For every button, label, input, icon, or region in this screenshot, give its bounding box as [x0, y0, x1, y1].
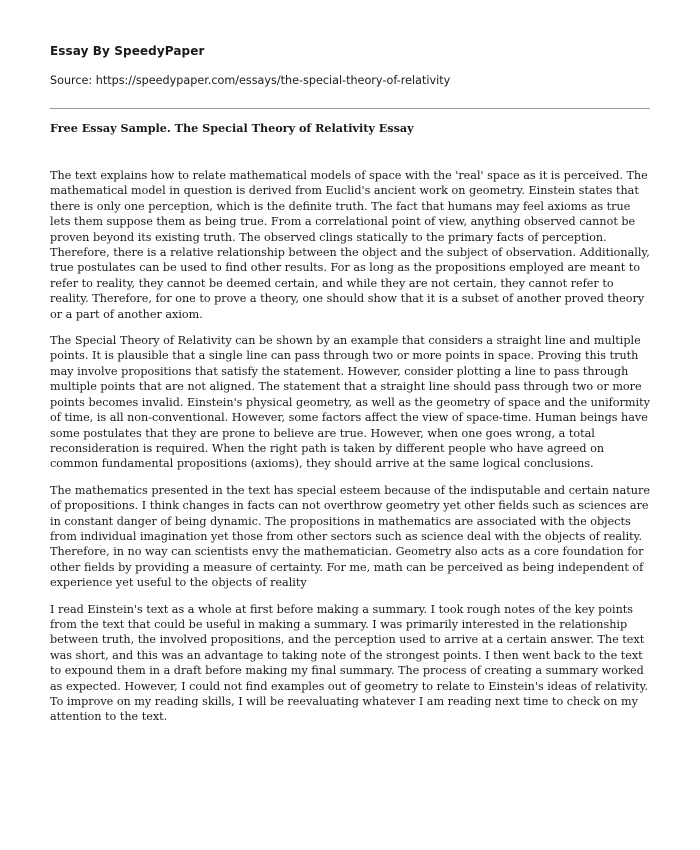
- paragraph-3: The mathematics presented in the text has special esteem because of the indisputable and certain nature of propositions. I think changes in facts can not overthrow geometry yet other fields such as sciences are in constant danger of being dynamic. The propositions in mathematics are associated with the objects from individual imagination yet those from other sectors such as science deal with the objects of reality. Therefore, in no way can scientists envy the mathematician. Geometry also acts as a core foundation for other fields by providing a measure of certainty. For me, math can be perceived as being independent of experience yet useful to the objects of reality: [50, 483, 650, 590]
- source-line: Source: https://speedypaper.com/essays/the-special-theory-of-relativity: [50, 74, 451, 87]
- essay-body: [50, 168, 653, 736]
- paragraph-2: The Special Theory of Relativity can be shown by an example that considers a straight line and multiple points. It is plausible that a single line can pass through two or more points in space. Proving this truth may involve propositions that satisfy the statement. However, consider plotting a line to pass through multiple points that are not aligned. The statement that a straight line should pass through two or more points becomes invalid. Einstein's physical geometry, as well as the geometry of space and the uniformity of time, is all non-conventional. However, some factors affect the view of space-time. Human beings have some postulates that they are prone to believe are true. However, when one goes wrong, a total reconsideration is required. When the right path is taken by different people who have agreed on common fundamental propositions (axioms), they should arrive at the same logical conclusions.: [50, 334, 650, 471]
- paragraph-1: The text explains how to relate mathematical models of space with the 'real' space as it is perceived. The mathematical model in question is derived from Euclid's ancient work on geometry. Einstein states that there is only one perception, which is the definite truth. The fact that humans may feel axioms as true lets them suppose them as being true. From a correlational point of view, anything observed cannot be proven beyond its existing truth. The observed clings statically to the primary facts of perception. Therefore, there is a relative relationship between the object and the subject of observation. Additionally, true postulates can be used to find other results. For as long as the propositions employed are meant to refer to reality, they cannot be deemed certain, and while they are not certain, they cannot refer to reality. Therefore, for one to prove a theory, one should show that it is a subset of another proved theory or a part of another axiom.: [50, 169, 650, 321]
- paragraph-4: I read Einstein's text as a whole at first before making a summary. I took rough notes of the key points from the text that could be useful in making a summary. I was primarily interested in the relationship between truth, the involved propositions, and the perception used to arrive at a certain answer. The text was short, and this was an advantage to taking note of the strongest points. I then went back to the text to expound them in a draft before making my final summary. The process of creating a summary worked as expected. However, I could not find examples out of geometry to relate to Einstein's ideas of relativity. To improve on my reading skills, I will be reevaluating whatever I am reading next time to check on my attention to the text.: [50, 602, 649, 724]
- header-title: Essay By SpeedyPaper: [50, 44, 205, 58]
- essay-title: Free Essay Sample. The Special Theory of Relativity Essay: [50, 121, 414, 135]
- header-divider: [50, 108, 650, 109]
